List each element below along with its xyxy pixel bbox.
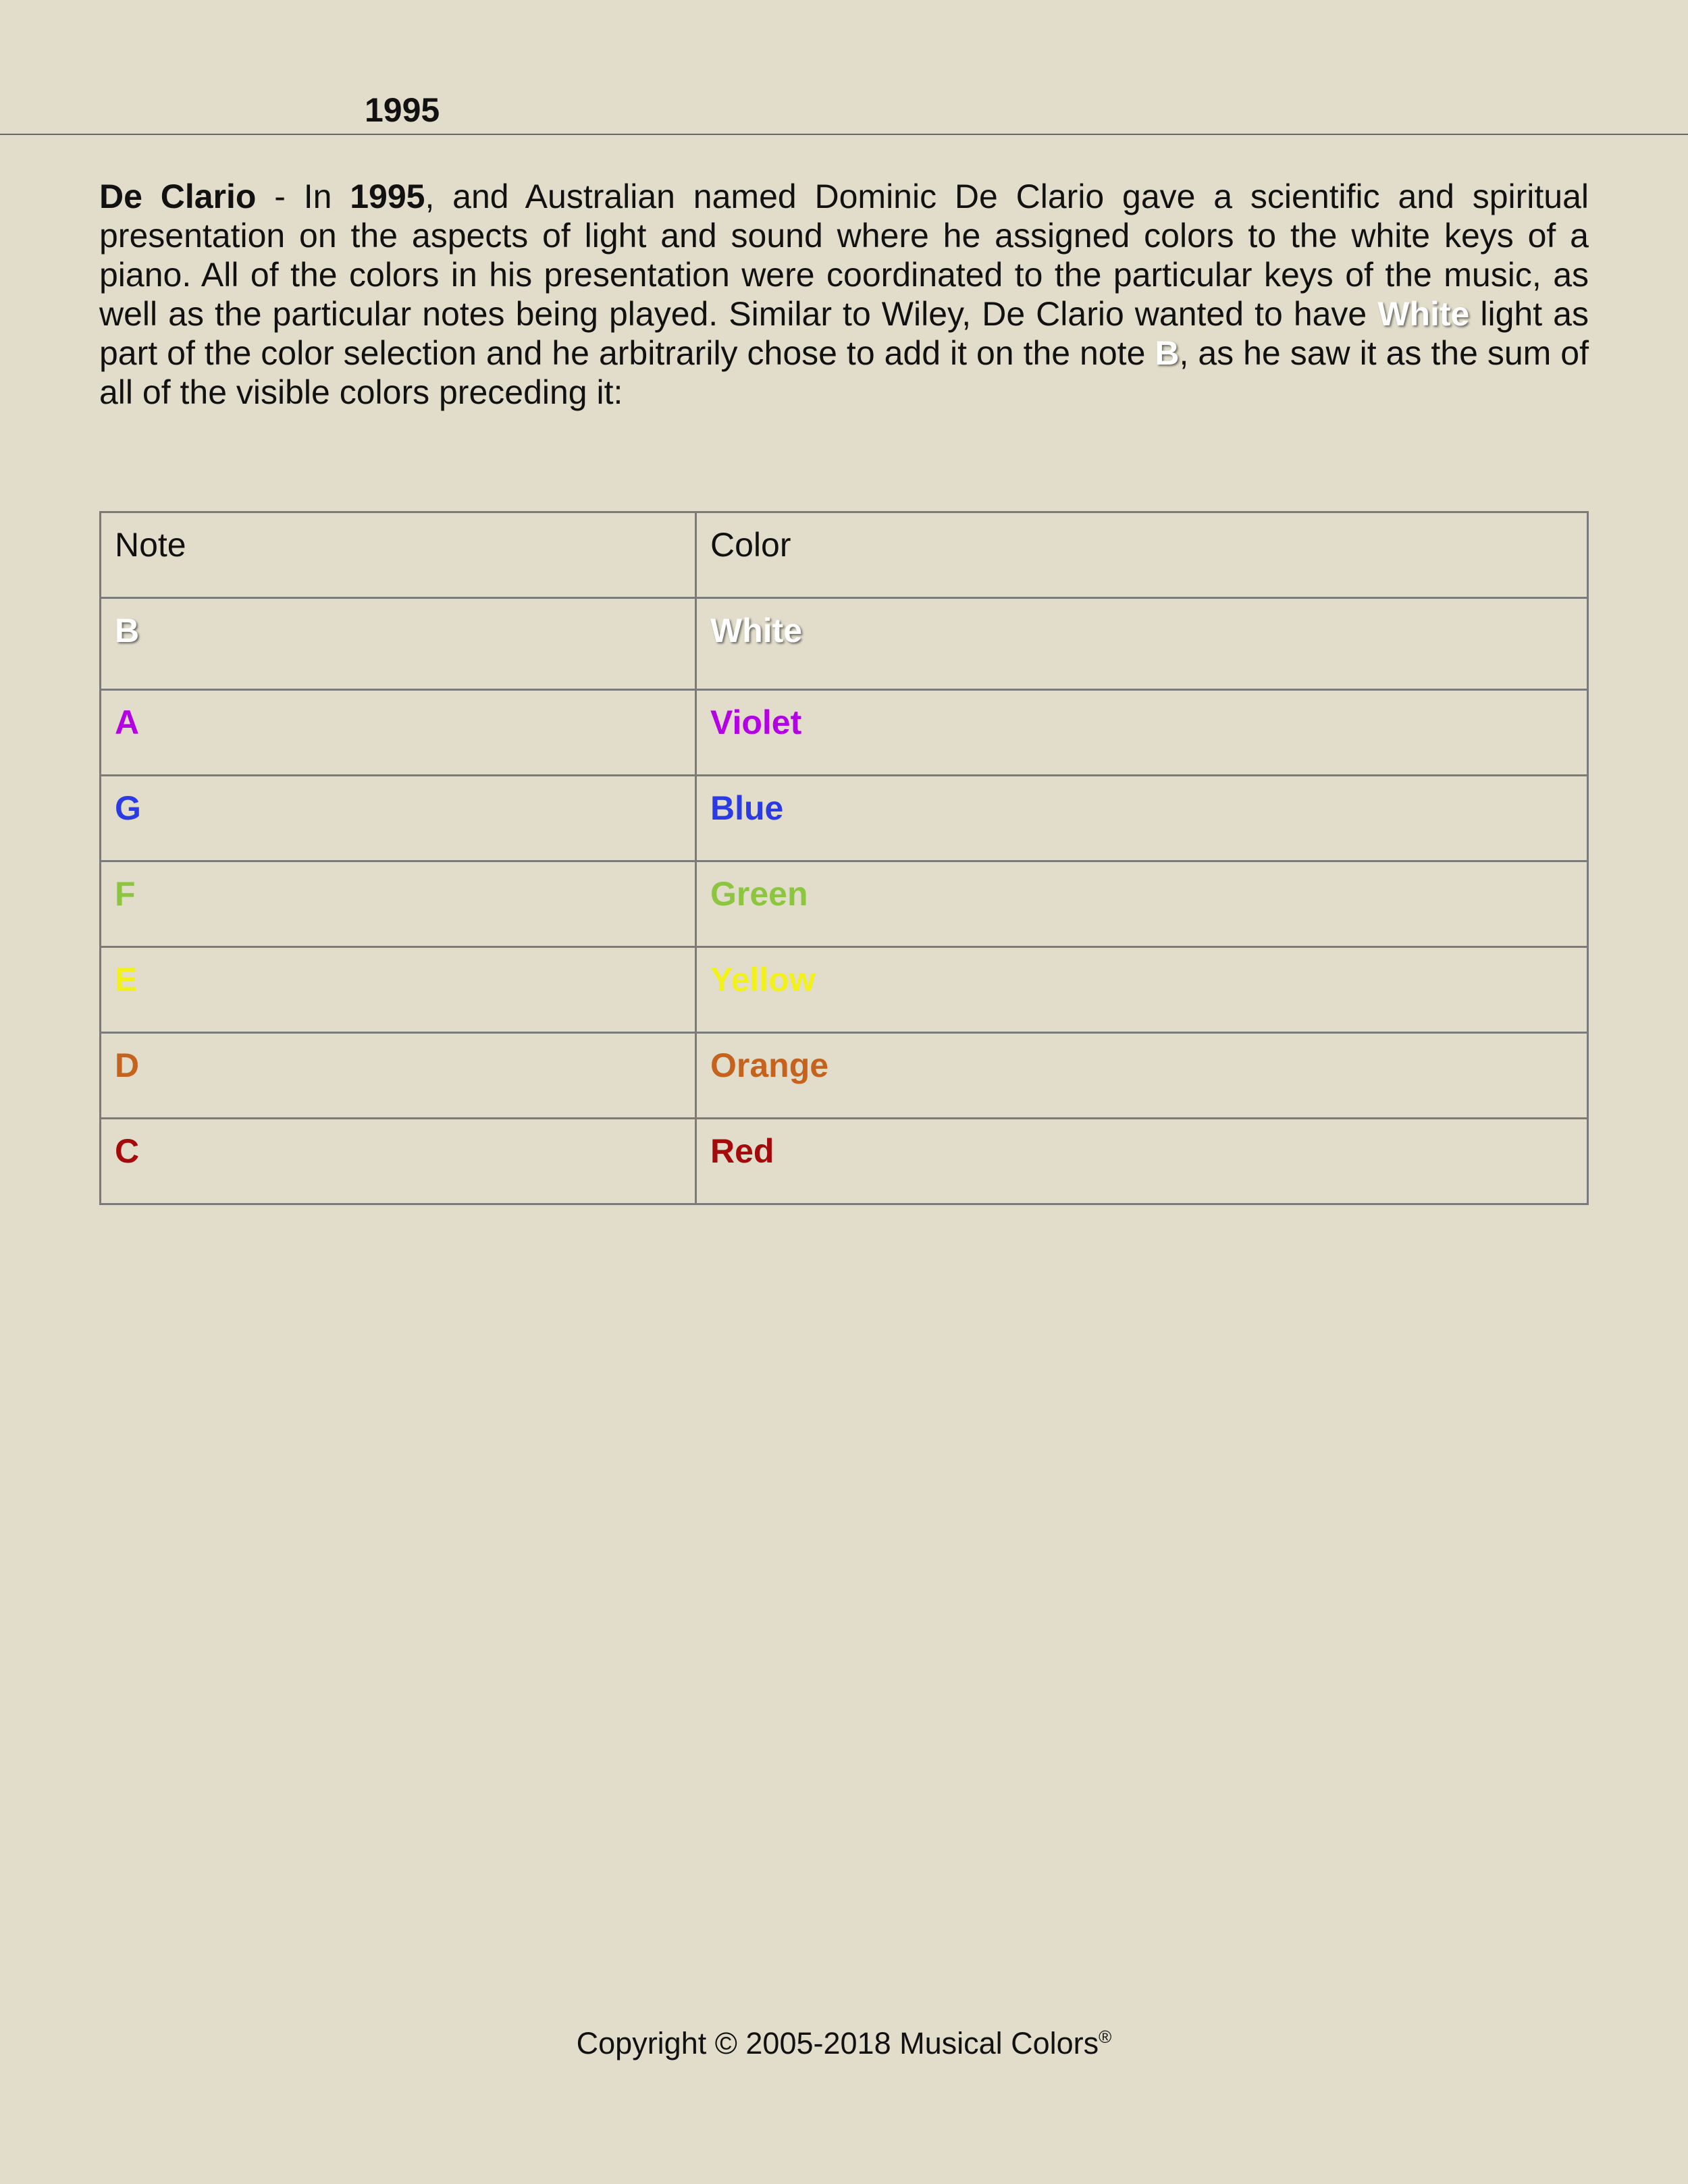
intro-highlight-white: White [1377,295,1470,333]
note-cell: E [101,947,696,1033]
intro-text-1: - In [256,178,350,215]
color-cell: White [696,598,1588,690]
header-color: Color [696,512,1588,598]
color-cell: Green [696,861,1588,947]
color-cell: Yellow [696,947,1588,1033]
intro-paragraph [99,177,1589,412]
table-row [101,861,1588,947]
intro-text-2: , and Australian named Dominic De Clario gave a scientific and spiritual presentation on the aspects of light and sound where he assigned colors to the white keys of a piano. All of the colors in his presentation were coordinated to the particular keys of the music, as well as the particular notes being played. Similar to Wiley, De Clario wanted to have [99,178,1589,333]
page-header [0,0,1688,135]
note-cell: B [101,598,696,690]
color-cell: Orange [696,1033,1588,1119]
note-cell: D [101,1033,696,1119]
intro-text-4: , as he saw it as the sum of all of the visible colors preceding it: [99,334,1589,411]
table-row [101,690,1588,776]
table-row [101,1119,1588,1204]
footer-copyright [0,2028,1688,2058]
table-row [101,1033,1588,1119]
intro-highlight-b: B [1155,334,1180,372]
note-cell: A [101,690,696,776]
intro-text-3: light as part of the color selection and he arbitrarily chose to add it on the note [99,295,1589,372]
color-cell: Violet [696,690,1588,776]
color-cell: Blue [696,776,1588,861]
table-row [101,947,1588,1033]
note-cell: G [101,776,696,861]
copyright-text: Copyright © 2005-2018 Musical Colors [576,2026,1099,2060]
header-note: Note [101,512,696,598]
note-cell: C [101,1119,696,1204]
intro-name: De Clario [99,178,257,215]
note-color-table [99,511,1589,1205]
table-header-row [101,512,1588,598]
intro-year: 1995 [350,178,425,215]
note-cell: F [101,861,696,947]
color-cell: Red [696,1119,1588,1204]
table-row [101,598,1588,690]
page-title: 1995 [365,91,440,129]
registered-mark: ® [1099,2027,1112,2047]
table-row [101,776,1588,861]
